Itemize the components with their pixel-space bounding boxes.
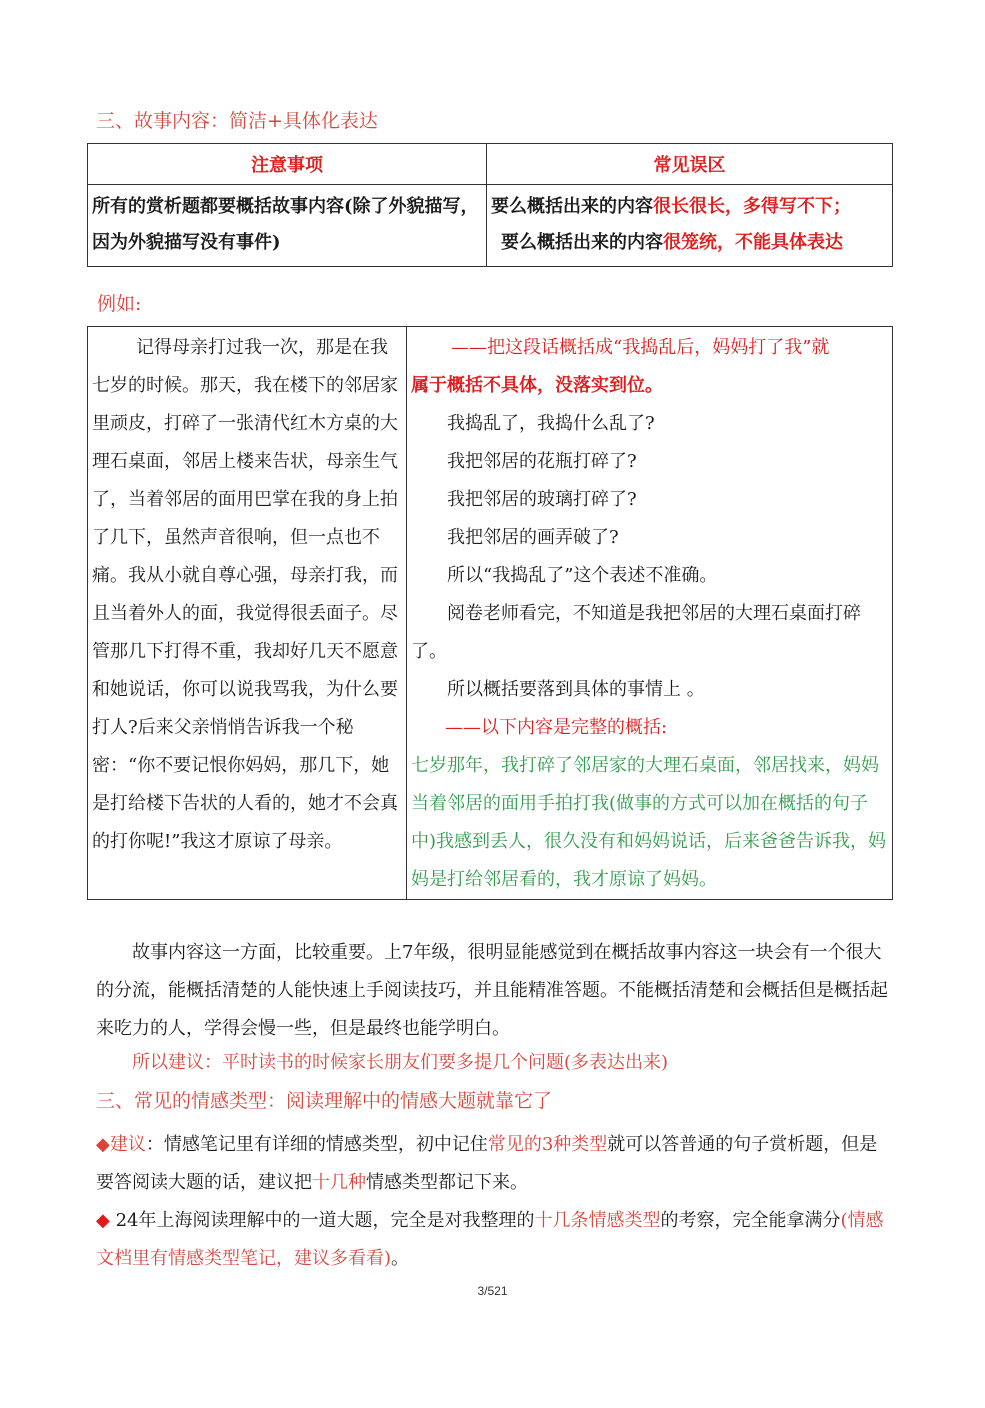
notes-cell: 所有的赏析题都要概括故事内容(除了外貌描写，因为外貌描写没有事件) — [88, 185, 487, 267]
note1-highlight-d: 十几种 — [312, 1172, 366, 1193]
note1-text-a: ：情感笔记里有详细的情感类型，初中记住 — [145, 1134, 488, 1155]
mistakes-cell — [487, 185, 893, 267]
example-table — [87, 326, 893, 900]
mistake-line2-highlight: 很笼统，不能具体表达 — [663, 232, 843, 253]
question-2: 我把邻居的花瓶打碎了? — [447, 451, 637, 472]
note1-highlight-b: 常见的3种类型 — [487, 1134, 608, 1155]
mistake-line2-text: 要么概括出来的内容 — [501, 232, 663, 253]
note2-text-a: 24年上海阅读理解中的一道大题，完全是对我整理的 — [109, 1210, 535, 1231]
suggestion-paragraph — [96, 1126, 891, 1202]
analysis-cell — [407, 327, 893, 900]
conclusion-2: 阅卷老师看完，不知道是我把邻居的大理石桌面打碎了。 — [411, 603, 861, 662]
section-heading-story-content: 三、故事内容：简洁+具体化表达 — [96, 110, 378, 132]
header-mistakes: 常见误区 — [487, 144, 893, 185]
section-heading-emotion-types: 三、常见的情感类型：阅读理解中的情感大题就靠它了 — [96, 1090, 553, 1112]
shanghai-exam-paragraph — [96, 1202, 891, 1278]
advice-line: 所以建议：平时读书的时候家长朋友们要多提几个问题(多表达出来) — [132, 1052, 669, 1073]
conclusion-1: 所以“我捣乱了”这个表述不准确。 — [447, 565, 718, 586]
complete-summary: 七岁那年，我打碎了邻居家的大理石桌面，邻居找来，妈妈当着邻居的面用手拍打我(做事的方式可以加在概括的句子中)我感到丢人，很久没有和妈妈说话，后来爸爸告诉我，妈妈是打给邻居看的，我才原谅了妈妈。 — [411, 755, 887, 890]
complete-summary-label: ——以下内容是完整的概括: — [445, 717, 668, 738]
example-label: 例如: — [97, 293, 142, 315]
note2-text-e: 。 — [391, 1248, 410, 1269]
note1-text-e: 情感类型都记下来。 — [366, 1172, 528, 1193]
page-number: 3/521 — [477, 1284, 508, 1298]
mistake-line1-text: 要么概括出来的内容 — [491, 196, 653, 217]
question-4: 我把邻居的画弄破了? — [447, 527, 619, 548]
note1-text-c: 就可以答普通的句子赏析题，但是要答阅读大题的话，建议把 — [96, 1134, 878, 1193]
story-cell: 记得母亲打过我一次，那是在我七岁的时候。那天，我在楼下的邻居家里顽皮，打碎了一张清代红木方桌的大理石桌面，邻居上楼来告状，母亲生气了，当着邻居的面用巴掌在我的身上拍了几下，虽然声音很响，但一点也不痛。我从小就自尊心强，母亲打我，而且当着外人的面，我觉得很丢面子。尽管那几下打得不重，我却好几天不愿意和她说话，你可以说我骂我，为什么要打人?后来父亲悄悄告诉我一个秘密：“你不要记恨你妈妈，那几下，她是打给楼下告状的人看的，她才不会真的打你呢!”我这才原谅了母亲。 — [88, 327, 407, 900]
story-importance-paragraph: 故事内容这一方面，比较重要。上7年级，很明显能感觉到在概括故事内容这一块会有一个很大的分流，能概括清楚的人能快速上手阅读技巧，并且能精准答题。不能概括清楚和会概括但是概括起来吃力的人，学得会慢一些，但是最终也能学明白。 — [96, 942, 888, 1039]
diamond-marker-icon: ◆建议 — [96, 1134, 146, 1155]
diamond-marker-icon: ◆ — [96, 1210, 110, 1231]
conclusion-3: 所以概括要落到具体的事情上 。 — [447, 679, 705, 700]
question-3: 我把邻居的玻璃打碎了? — [447, 489, 637, 510]
note2-highlight-b: 十几条情感类型 — [534, 1210, 661, 1231]
header-notes: 注意事项 — [88, 144, 487, 185]
question-1: 我捣乱了，我捣什么乱了? — [447, 413, 655, 434]
analysis-intro: ——把这段话概括成“我捣乱后，妈妈打了我”就 — [451, 337, 830, 358]
note2-highlight-d: (情感文档里有情感类型笔记，建议多看看) — [96, 1210, 884, 1269]
analysis-verdict: 属于概括不具体，没落实到位。 — [411, 375, 663, 396]
notes-table — [87, 143, 893, 267]
note2-text-c: 的考察，完全能拿满分 — [660, 1210, 841, 1231]
mistake-line1-highlight: 很长很长，多得写不下； — [653, 196, 851, 217]
